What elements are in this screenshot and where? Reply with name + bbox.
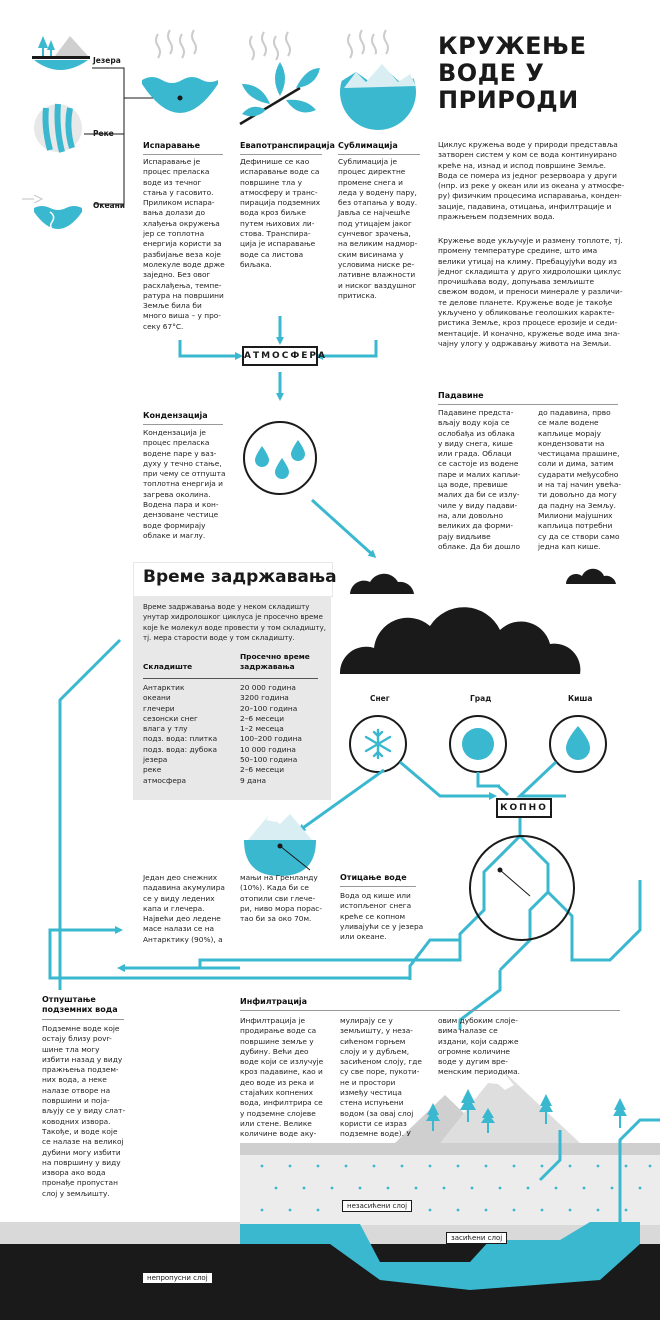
precipitation-heading: Падавине (438, 391, 484, 400)
soil-top (240, 1143, 660, 1155)
evaporation-heading: Испаравање (143, 141, 201, 150)
divider (42, 1019, 124, 1020)
infiltration-heading: Инфилтрација (240, 997, 308, 1006)
condensation-heading: Кондензација (143, 411, 208, 420)
snow-label: Снег (370, 694, 390, 703)
divider (340, 886, 416, 887)
infiltration-col2: мулирају се у земљишту, у неза- сићеном горњем слоју и у дубљем, засићеном слоју, где су све поре, пукоти- не и простори између честица стена испуњени водом (за овај слој користи се израз подземне воде). У (340, 1016, 422, 1139)
evapotranspiration-heading: Евапотранспирација (240, 141, 335, 150)
lakes-icon (32, 36, 90, 70)
storage-list: Антарктик океани глечери сезонски снег влага у тлу подз. вода: плитка подз. вода: дубока језера реке атмосфера (143, 683, 218, 785)
impermeable-layer-label: непропусни слој (142, 1272, 213, 1284)
hail-label: Град (470, 694, 492, 703)
rain-label: Киша (568, 694, 593, 703)
runoff-heading: Отицање воде (340, 873, 407, 882)
infiltration-col3: овим дубоким слоје- вима налазе се издани, који садрже огромне количине воде у дугим вре- менским периодима. (438, 1016, 520, 1077)
flow-condensation-clouds (312, 500, 374, 556)
oceans-label: Океани (93, 201, 126, 210)
time-column-header: Просечно време задржавања (240, 652, 310, 671)
evapotranspiration-text: Дефинише се као испаравање воде са површине тла у атмосферу и транс- пирација подземних вода кроз биљке путем њихових ли- стова. Транспира- ција је испаравање воде са листова биљака. (240, 157, 321, 269)
land-box: КОПНО (496, 798, 552, 818)
precipitation-col2: до падавина, прво се мале водене капљице морају кондензовати на честицама прашине, соли и дима, затим сударати међусобно и на тај начин увећа- ти довољно да могу да падну на Земљу. Милиони мајушних капљица потребни су да се створи само једна кап кише. (538, 408, 622, 551)
lakes-label: Језера (93, 56, 121, 65)
divider (143, 424, 223, 425)
unsaturated-layer-label: незасићени слој (342, 1200, 412, 1212)
sublimation-text: Сублимација је процес директне промене снега и леда у водену пару, без отапања у воду. Јавља се најчешће под утицајем јаког сунчевог зрачења, на великим надмор- ским висинама у условима ниске ре- лативне влажности и ниског ваздушног притиска. (338, 157, 418, 300)
land-circle (470, 836, 574, 940)
ice-text-col2: мањи на Гренланду (10%). Када би се отопили сви глечe- ри, ниво мора порас- тао би за око 70м. (240, 873, 323, 924)
flow-precip-land (300, 762, 566, 830)
clouds (340, 569, 616, 674)
residence-description: Време задржавања воде у неком складишту унутар хидролошког циклуса је просечно време које ће молекул воде провести у том складишту, тј. мера старости воде у том складишту. (143, 603, 327, 642)
divider (338, 154, 420, 155)
divider (143, 154, 223, 155)
runoff-pointer (500, 870, 530, 896)
condensation-drops-icon (244, 422, 316, 494)
storage-column-header: Складиште (143, 662, 193, 671)
ice-text-col1: Један део снежних падавина акумулира се у виду ледених капа и глечера. Највећи део ледене масе налази се на Антарктику (90%), а (143, 873, 225, 944)
rivers-icon (34, 104, 82, 152)
time-list: 20 000 година 3200 година 20–100 година 2–6 месеци 1–2 месеца 100–200 година 10 000 година 50–100 година 2–6 месеци 9 дана (240, 683, 302, 785)
page-title: КРУЖЕЊЕ ВОДЕ У ПРИРОДИ (438, 32, 587, 114)
snow-icon (350, 716, 406, 772)
sublimation-heading: Сублимација (338, 141, 398, 150)
divider (143, 678, 318, 679)
intro-paragraph-1: Циклус кружења воде у природи представља затворен систем у ком се вода континуирано креће на, изнад и испод површине Земље. Вода се помера из једног резервоара у други (нпр. из реке у океан или из океана у атмосфе- ру) физичким процесима испаравања, конден- зације, падавина, отицања, инфилтрације и пражњењем подземних вода. (438, 140, 625, 222)
divider (240, 1010, 620, 1011)
residence-title: Време задржавања (143, 567, 337, 587)
hail-icon (450, 716, 506, 772)
ice-cap-icon (244, 814, 316, 876)
precipitation-col1: Падавине предста- вљају воду која се ослобађа из облака у виду снега, кише или града. Облаци се састоје из водене паре и малих капљи- ца воде, превише малих да би се излу- чиле у виду падави- на, али довољно великих да форми- рају видљиве облаке. Да би дошло (438, 408, 521, 551)
groundwater-text: Подземне воде које остају близу povr- шине тла могу избити назад у виду пражњења подзем- них вода, а неке налазе отворе на површини и поја- вљују се у виду слат- ководних извора. Такође, и воде које се налазе на великој дубини могу избити на површину у виду извора ако вода пронађе пропустан слој у земљишту. (42, 1024, 126, 1198)
atmosphere-box: АТМОСФЕРА (242, 346, 318, 366)
rivers-label: Реке (93, 129, 114, 138)
evaporation-text: Испаравање је процес преласка воде из течног стања у гасовито. Приликом испара- вања долази до хлађења окружења јер се топлотна енергија користи за разбијање веза које молекуле воде држе заједно. Без овог расхлађења, темпе- ратура на површини Земље била би много виша – у про- секу 67°C. (143, 157, 225, 331)
saturated-layer-label: засићени слој (446, 1232, 507, 1244)
groundwater-heading: Отпуштање подземних вода (42, 995, 118, 1014)
sublimation-icon (340, 30, 416, 130)
intro-paragraph-2: Кружење воде укључује и размену топлоте, тј. промену температуре средине, што има велики утицај на климу. Пребацујући воду из једног складишта у друго хидролошки циклус прочишћава воду, допуњава земљиште свежом водом, и преноси минерале у различи- те делове планете. Кружење воде је такође укључено у обликовање геолошких каракте- ристика Земље, кроз процесе ерозије и седи- ментације. И коначно, кружење воде има зна- чајну улогу у одржавању живота на Земљи. (438, 236, 623, 348)
divider (438, 404, 618, 405)
oceans-icon (22, 195, 82, 232)
evapotranspiration-icon (240, 32, 320, 124)
runoff-text: Вода од кише или истопљеног снега креће се копном уливајући се у језера или океане. (340, 891, 424, 942)
infiltration-col1: Инфилтрација је продирање воде са површине земље у дубину. Већи део воде који се излучује кроз падавине, као и део воде из река и стајаћих копнених вода, инфилтрира се у подземне слојеве или стене. Велике количине воде аку- (240, 1016, 324, 1139)
rain-icon (550, 716, 606, 772)
condensation-text: Кондензација је процес преласка водене паре у ваз- духу у течно стање, при чему се отпушта топлотна енергија и загрева околина. Водена пара и кон- дензоване честице воде формирају облаке и маглу. (143, 428, 226, 540)
divider (240, 154, 322, 155)
evaporation-icon (142, 30, 218, 113)
